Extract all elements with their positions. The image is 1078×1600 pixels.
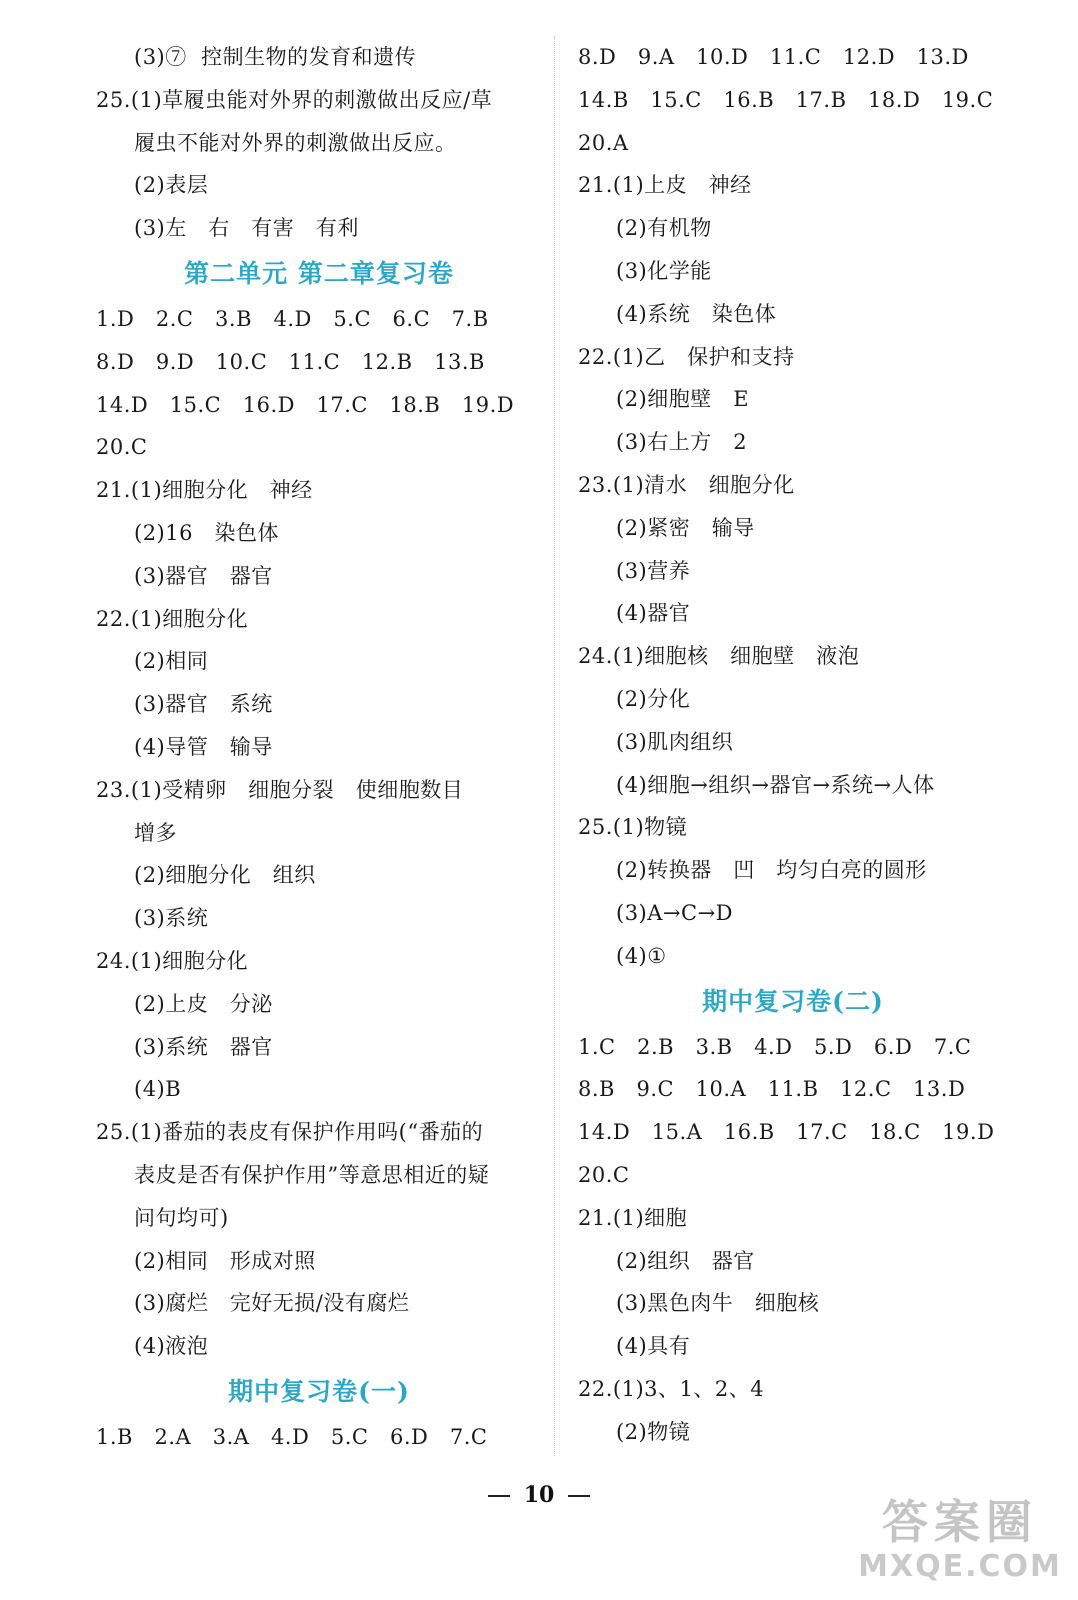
answer-line: (2)紧密 输导 [616, 515, 755, 540]
watermark-bottom-text: MXQE.COM [858, 1549, 1062, 1584]
page-number: 10 [523, 1482, 555, 1508]
answer-line: 1.C 2.B 3.B 4.D 5.D 6.D 7.C [578, 1034, 972, 1059]
answer-line: (2)转换器 凹 均匀白亮的圆形 [616, 858, 927, 883]
answer-line: 25.(1)草履虫能对外界的刺激做出反应/草 [96, 87, 493, 112]
answer-line: 8.D 9.D 10.C 11.C 12.B 13.B [96, 349, 485, 374]
answer-line: (3)系统 [134, 906, 209, 931]
answer-line: 20.C [96, 435, 148, 460]
answer-line: 23.(1)清水 细胞分化 [578, 472, 795, 497]
answer-line: 22.(1)3、1、2、4 [578, 1376, 765, 1401]
answer-line: 8.B 9.C 10.A 11.B 12.C 13.D [578, 1077, 966, 1102]
answer-line: 20.A [578, 130, 629, 155]
answer-line: (4)① [616, 943, 667, 968]
answer-line: (3)腐烂 完好无损/没有腐烂 [134, 1291, 410, 1316]
answer-line: (2)细胞分化 组织 [134, 863, 316, 888]
answer-line: 20.C [578, 1162, 630, 1187]
watermark-logo [850, 1494, 1070, 1594]
answer-line: (3)化学能 [616, 258, 712, 283]
answer-line: (2)有机物 [616, 216, 712, 241]
footer-dash-left [488, 1495, 510, 1497]
answer-line: (3)A→C→D [616, 900, 734, 925]
answer-line: (2)相同 [134, 649, 209, 674]
answer-line: (4)B [134, 1077, 182, 1102]
answer-line: 14.D 15.A 16.B 17.C 18.C 19.D [578, 1120, 995, 1145]
answer-line: 1.D 2.C 3.B 4.D 5.C 6.C 7.B [96, 306, 489, 331]
answer-line: (4)具有 [616, 1334, 691, 1359]
answer-line: (3)器官 系统 [134, 692, 273, 717]
answer-line: (2)上皮 分泌 [134, 991, 273, 1016]
watermark-top-text: 答案圈 [882, 1495, 1038, 1549]
answer-line: 21.(1)细胞 [578, 1205, 688, 1230]
answer-line: 25.(1)番茄的表皮有保护作用吗(“番茄的 [96, 1120, 484, 1145]
answer-line: (2)细胞壁 E [616, 387, 750, 412]
answer-line: 表皮是否有保护作用”等意思相近的疑 [134, 1162, 490, 1187]
answer-line: (4)导管 输导 [134, 734, 273, 759]
answer-line: 问句均可) [134, 1205, 229, 1230]
answer-line: (4)细胞→组织→器官→系统→人体 [616, 772, 935, 797]
column-divider [554, 36, 555, 1456]
footer-dash-right [568, 1495, 590, 1497]
answer-line: 22.(1)细胞分化 [96, 606, 249, 631]
answer-line: 24.(1)细胞分化 [96, 948, 249, 973]
section-heading: 期中复习卷(一) [228, 1376, 410, 1406]
right-column [578, 36, 1008, 1454]
answer-line: 8.D 9.A 10.D 11.C 12.D 13.D [578, 45, 969, 69]
answer-line: 24.(1)细胞核 细胞壁 液泡 [578, 644, 860, 669]
answer-line: (3)⑦ 控制生物的发育和遗传 [134, 45, 417, 69]
answer-line: 23.(1)受精卵 细胞分裂 使细胞数目 [96, 777, 464, 802]
answer-line: (4)液泡 [134, 1334, 209, 1359]
answer-line: 21.(1)细胞分化 神经 [96, 478, 313, 503]
answer-line: (3)左 右 有害 有利 [134, 216, 359, 241]
answer-line: (3)黑色肉牛 细胞核 [616, 1291, 820, 1316]
answer-line: 21.(1)上皮 神经 [578, 173, 752, 198]
answer-line: (4)系统 染色体 [616, 301, 777, 326]
answer-line: (3)右上方 2 [616, 430, 748, 455]
answer-line: 增多 [134, 820, 177, 845]
answer-line: (3)肌肉组织 [616, 729, 734, 754]
answer-line: 25.(1)物镜 [578, 815, 688, 840]
section-heading: 第二单元 第二章复习卷 [184, 258, 454, 288]
answer-line: (3)系统 器官 [134, 1034, 273, 1059]
answer-line: 14.D 15.C 16.D 17.C 18.B 19.D [96, 392, 515, 417]
answer-line: (3)营养 [616, 558, 691, 583]
answer-line: 22.(1)乙 保护和支持 [578, 344, 795, 369]
answer-line: (2)分化 [616, 686, 691, 711]
answer-line: (2)表层 [134, 173, 209, 198]
answer-line: (3)器官 器官 [134, 563, 273, 588]
answer-line: 14.B 15.C 16.B 17.B 18.D 19.C [578, 87, 994, 112]
answer-line: (2)组织 器官 [616, 1248, 755, 1273]
answer-line: (2)物镜 [616, 1419, 691, 1444]
answer-line: (2)相同 形成对照 [134, 1248, 316, 1273]
answer-line: 履虫不能对外界的刺激做出反应。 [134, 130, 457, 155]
answer-line: (4)器官 [616, 601, 691, 626]
left-column [96, 36, 542, 1459]
answer-line: (2)16 染色体 [134, 520, 279, 545]
section-heading: 期中复习卷(二) [702, 986, 884, 1016]
answer-line: 1.B 2.A 3.A 4.D 5.C 6.D 7.C [96, 1424, 488, 1449]
